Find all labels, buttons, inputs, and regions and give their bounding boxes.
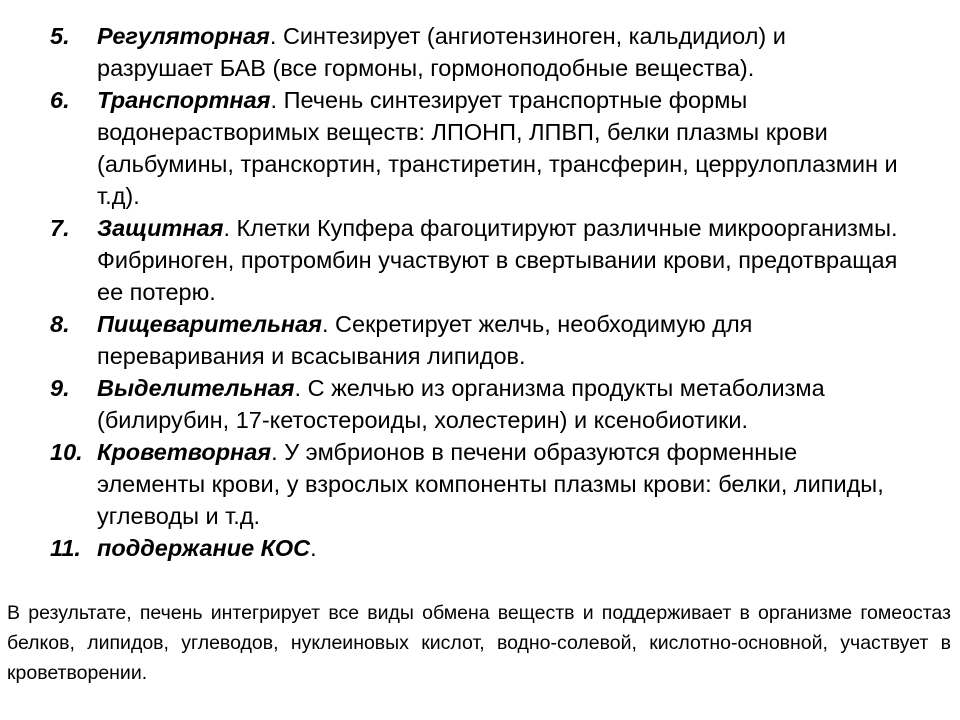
function-term: Транспортная — [97, 87, 271, 113]
item-text-block — [97, 436, 900, 532]
function-description: . Печень синтезирует транспортные формы водонерастворимых веществ: ЛПОНП, ЛПВП, белки плазмы крови (альбумины, транскортин, транстиретин, трансферин, церрулоплазмин и т.д). — [97, 87, 898, 209]
list-item-transport — [50, 84, 900, 212]
list-item-protective — [50, 212, 900, 308]
liver-functions-list — [50, 20, 900, 564]
list-item-acid-base — [50, 532, 900, 564]
item-text-block — [97, 212, 900, 308]
item-number: 10. — [50, 439, 83, 465]
function-description: . С желчью из организма продукты метаболизма (билирубин, 17-кетостероиды, холестерин) и ксенобиотики. — [97, 375, 825, 433]
item-text-block — [97, 308, 900, 372]
summary-paragraph: В результате, печень интегрирует все виды обмена веществ и поддерживает в организме гомеостаз белков, липидов, углеводов, нуклеиновых кислот, водно-солевой, кислотно-основной, участвует в кроветворении. — [7, 602, 951, 684]
function-term: Защитная — [97, 215, 224, 241]
function-description: . — [310, 535, 317, 561]
item-number: 5. — [50, 23, 70, 49]
function-term: Выделительная — [97, 375, 295, 401]
function-term: Кроветворная — [97, 439, 272, 465]
list-item-hematopoietic — [50, 436, 900, 532]
item-text-block — [97, 532, 900, 564]
function-description: . Секретирует желчь, необходимую для переваривания и всасывания липидов. — [97, 311, 753, 369]
item-number: 8. — [50, 311, 70, 337]
item-number: 9. — [50, 375, 70, 401]
function-description: . Клетки Купфера фагоцитируют различные микроорганизмы. Фибриноген, протромбин участвуют в свертывании крови, предотвращая ее потерю. — [97, 215, 898, 305]
list-item-digestive — [50, 308, 900, 372]
item-text-block — [97, 20, 900, 84]
item-number: 11. — [50, 535, 81, 561]
function-term: Регуляторная — [97, 23, 270, 49]
function-term: поддержание КОС — [97, 535, 311, 561]
list-item-regulatory — [50, 20, 900, 84]
function-description: . У эмбрионов в печени образуются форменные элементы крови, у взрослых компоненты плазмы крови: белки, липиды, углеводы и т.д. — [97, 439, 884, 529]
function-term: Пищеварительная — [97, 311, 322, 337]
item-number: 6. — [50, 87, 70, 113]
item-text-block — [97, 372, 900, 436]
list-item-excretory — [50, 372, 900, 436]
item-number: 7. — [50, 215, 70, 241]
function-description: . Синтезирует (ангиотензиноген, кальдидиол) и разрушает БАВ (все гормоны, гормоноподобные вещества). — [97, 23, 786, 81]
item-text-block — [97, 84, 900, 212]
